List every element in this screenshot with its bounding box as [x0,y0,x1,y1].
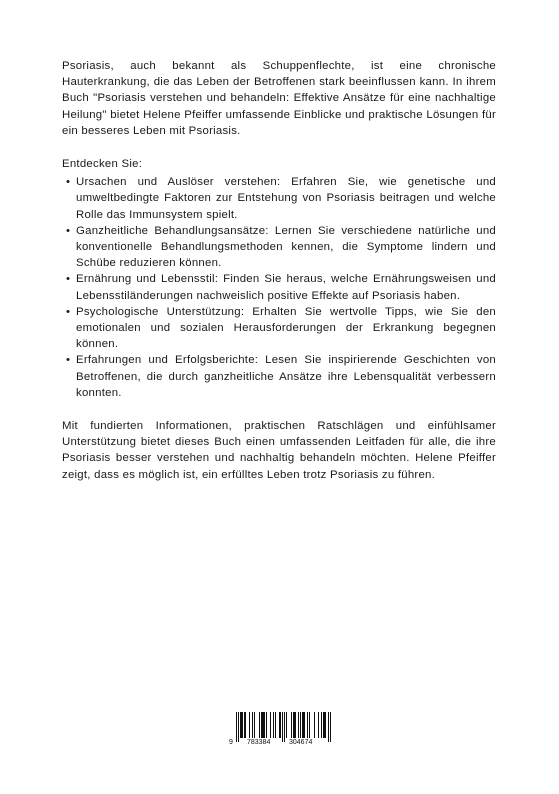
list-item: • Psychologische Unterstützung: Erhalten Sie wertvolle Tipps, wie Sie den emotionalen und sozialen Herausforderungen der Erkrankung begegnen können. [66,305,496,351]
barcode-bar [254,712,255,738]
barcode-bar [293,712,294,738]
barcode-bar [302,712,303,738]
barcode-bar [259,712,260,738]
barcode-bar [294,712,295,738]
bullet-icon: • [66,305,71,318]
barcode-bar [324,712,325,738]
barcode-bar [242,712,243,738]
barcode-bar [273,712,274,738]
barcode-bar [241,712,242,738]
barcode-bar [252,712,253,738]
barcode-digits-left: 783384 [247,739,271,746]
isbn-barcode [228,712,332,748]
bullet-icon: • [66,176,71,189]
barcode-bar [245,712,246,738]
barcode-bar [325,712,326,738]
barcode-bar [261,712,262,738]
barcode-bar [240,712,241,738]
barcode-bar [291,712,292,738]
barcode-bar [263,712,264,738]
bullet-icon: • [66,224,71,237]
barcode-bar [307,712,308,738]
barcode-bar [275,712,276,738]
barcode-bar [300,712,301,738]
barcode-digit-first: 9 [229,739,233,746]
list-item: • Erfahrungen und Erfolgsberichte: Lesen Sie inspirierende Geschichten von Betroffenen, die durch ganzheitliche Ansätze ihre Lebensqualität verbessern konnten. [66,354,496,399]
barcode-digits-right: 304674 [289,739,313,746]
barcode-digits [228,738,332,748]
barcode-bar [286,712,287,738]
intro-paragraph: Psoriasis, auch bekannt als Schuppenflechte, ist eine chronische Hauterkrankung, die das Leben der Betroffenen stark beeinflussen kann. In ihrem Buch "Psoriasis verstehen und behandeln: Effektive Ansätze für eine nachhaltige Heilung" bietet Helene Pfeiffer umfassende Einblicke und praktische Lösungen für ein besseres Leben mit Psoriasis. [62,60,496,137]
barcode-bar [298,712,299,738]
bullet-icon: • [66,273,71,286]
list-item: • Ursachen und Auslöser verstehen: Erfahren Sie, wie genetische und umweltbedingte Faktoren zur Entstehung von Psoriasis beitragen und welche Rolle das Immunsystem spielt. [66,176,496,221]
barcode-bar [280,712,281,738]
bullet-icon: • [66,354,71,367]
back-cover-text [62,58,496,483]
barcode-bar [304,712,305,738]
discover-heading: Entdecken Sie: [62,158,143,171]
barcode-bar [318,712,319,738]
list-item: • Ganzheitliche Behandlungsansätze: Lernen Sie verschiedene natürliche und konventionelle Behandlungsmethoden kennen, die Symptome lindern und Schübe reduzieren können. [66,224,496,270]
barcode-bar [295,712,296,738]
barcode-bar [323,712,324,738]
barcode-bar [266,712,267,738]
barcode-bar [262,712,263,738]
barcode-bar [303,712,304,738]
barcode-bar [264,712,265,738]
barcode-bar [314,712,315,738]
barcode-bar [309,712,310,738]
list-item: • Ernährung und Lebensstil: Finden Sie heraus, welche Ernährungsweisen und Lebensstiländerungen nachweislich positive Effekte auf Psoriasis haben. [66,273,496,302]
barcode-bar [249,712,250,738]
barcode-bar [270,712,271,738]
barcode-bar [321,712,322,738]
feature-list [62,174,496,401]
barcode-bar [279,712,280,738]
closing-paragraph: Mit fundierten Informationen, praktischen Ratschlägen und einfühlsamer Unterstützung bietet dieses Buch einen umfassenden Leitfaden für alle, die ihre Psoriasis besser verstehen und nachhaltig behandeln möchten. Helene Pfeiffer zeigt, dass es möglich ist, ein erfülltes Leben trotz Psoriasis zu führen. [62,420,496,481]
barcode-bar [244,712,245,738]
